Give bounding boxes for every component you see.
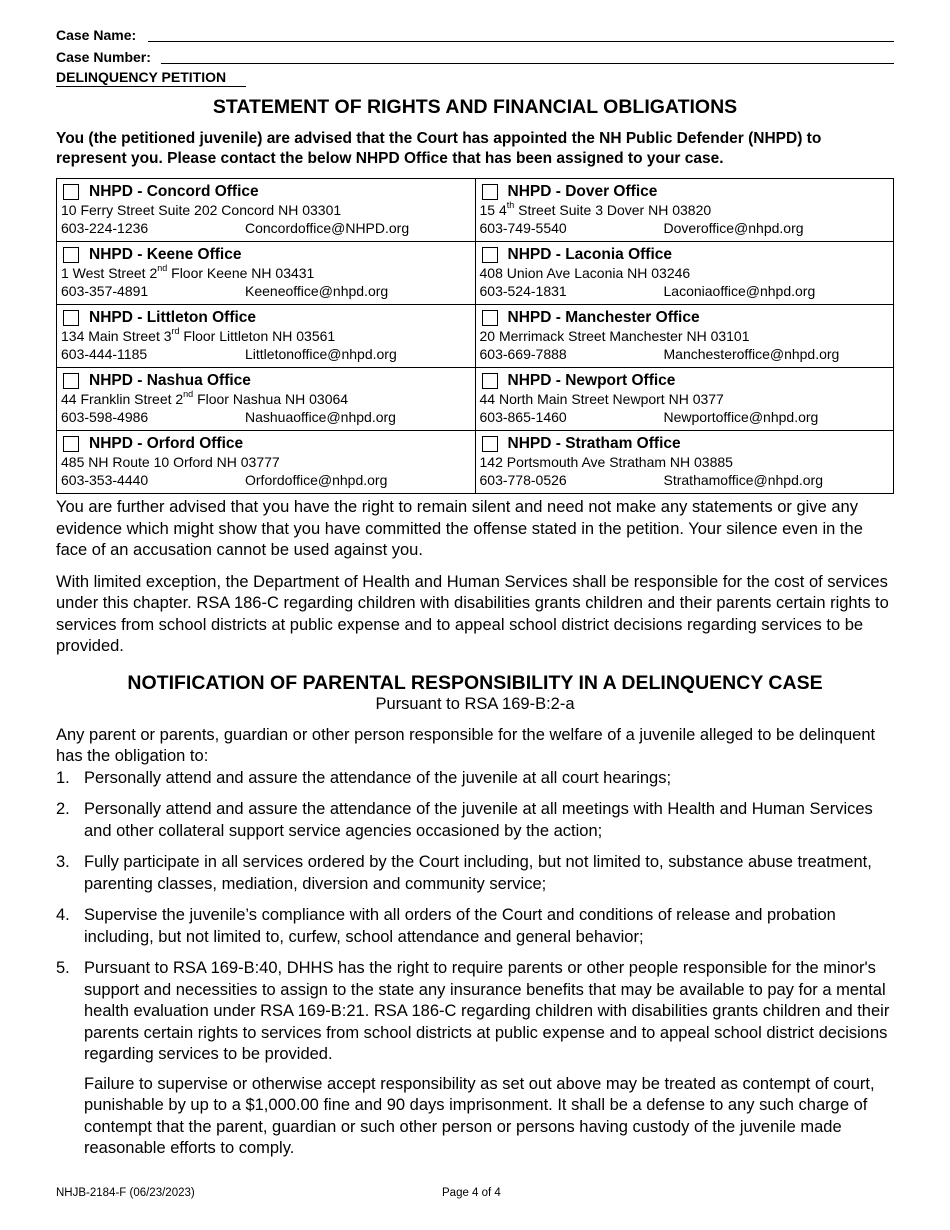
office-contact bbox=[480, 219, 890, 237]
office-name: NHPD - Concord Office bbox=[89, 183, 259, 200]
list-item bbox=[56, 768, 894, 790]
office-address-main: 10 Ferry Street Suite 202 Concord NH 03301 bbox=[61, 202, 342, 218]
office-address bbox=[61, 327, 471, 345]
office-address-main: 485 NH Route 10 Orford NH 03777 bbox=[61, 454, 280, 470]
document-page bbox=[56, 0, 894, 1160]
office-name-row bbox=[61, 371, 471, 390]
office-name-row bbox=[61, 308, 471, 327]
office-cell bbox=[57, 431, 476, 494]
office-contact bbox=[480, 471, 890, 489]
office-cell bbox=[57, 179, 476, 242]
advice-text: You (the petitioned juvenile) are advised that the Court has appointed the NH Public Defender (NHPD) to represent you. Please contact the below NHPD Office that has been assigned to your case. bbox=[56, 130, 822, 167]
office-address bbox=[480, 453, 890, 471]
office-address bbox=[61, 390, 471, 408]
office-name-row bbox=[61, 434, 471, 453]
office-cell bbox=[57, 368, 476, 431]
office-contact bbox=[61, 345, 471, 363]
office-contact bbox=[480, 408, 890, 426]
office-phone[interactable]: 603-444-1185 bbox=[61, 346, 148, 362]
office-cell bbox=[475, 431, 894, 494]
office-name-row bbox=[480, 245, 890, 264]
office-checkbox[interactable] bbox=[63, 310, 79, 326]
office-email[interactable]: Strathamoffice@nhpd.org bbox=[663, 472, 823, 488]
list-item-text: Supervise the juvenile’s compliance with all orders of the Court and conditions of release and probation including, but not limited to, curfew, school attendance and general behavior; bbox=[84, 906, 836, 946]
office-address bbox=[61, 453, 471, 471]
office-checkbox[interactable] bbox=[482, 184, 498, 200]
office-phone[interactable]: 603-865-1460 bbox=[479, 409, 567, 425]
table-row bbox=[57, 431, 894, 494]
case-number-label: Case Number: bbox=[56, 49, 155, 65]
office-address-main: 44 Franklin Street 2 bbox=[61, 391, 184, 407]
office-contact bbox=[61, 282, 471, 300]
office-checkbox[interactable] bbox=[63, 247, 79, 263]
office-cell bbox=[475, 305, 894, 368]
office-contact bbox=[61, 408, 471, 426]
office-cell bbox=[475, 242, 894, 305]
office-email[interactable]: Concordoffice@NHPD.org bbox=[245, 220, 410, 236]
failure-paragraph: Failure to supervise or otherwise accept responsibility as set out above may be treated as contempt of court, punishable by up to a $1,000.00 fine and 90 days imprisonment. It shall be a defense to any such charge of contempt that the parent, guardian or such other person or persons having custody of the juvenile made reasonable efforts to comply. bbox=[84, 1074, 875, 1157]
office-checkbox[interactable] bbox=[63, 373, 79, 389]
office-phone[interactable]: 603-778-0526 bbox=[479, 472, 567, 488]
list-item-number: 4. bbox=[56, 906, 70, 924]
office-address bbox=[61, 201, 471, 219]
office-email[interactable]: Littletonoffice@nhpd.org bbox=[245, 346, 397, 362]
office-phone[interactable]: 603-353-4440 bbox=[61, 472, 149, 488]
list-item-number: 5. bbox=[56, 959, 70, 977]
page-number: Page 4 of 4 bbox=[442, 1187, 501, 1199]
case-number-field[interactable] bbox=[56, 45, 894, 67]
office-address-main: 142 Portsmouth Ave Stratham NH 03885 bbox=[479, 454, 733, 470]
office-address-suffix: nd bbox=[183, 389, 194, 400]
list-item-text: Personally attend and assure the attendance of the juvenile at all meetings with Health and Human Services and other collateral support service agencies occasioned by the action; bbox=[84, 800, 873, 840]
office-email[interactable]: Keeneoffice@nhpd.org bbox=[245, 283, 389, 299]
office-cell bbox=[57, 242, 476, 305]
page-title: STATEMENT OF RIGHTS AND FINANCIAL OBLIGATIONS bbox=[212, 96, 738, 118]
office-name: NHPD - Newport Office bbox=[507, 372, 676, 389]
office-address-main: 44 North Main Street Newport NH 0377 bbox=[479, 391, 724, 407]
office-checkbox[interactable] bbox=[63, 184, 79, 200]
notification-intro: Any parent or parents, guardian or other person responsible for the welfare of a juvenile alleged to be delinquent has the obligation to: bbox=[56, 725, 876, 765]
case-name-field[interactable] bbox=[56, 23, 894, 45]
office-address bbox=[480, 264, 890, 282]
office-checkbox[interactable] bbox=[482, 436, 498, 452]
table-row bbox=[57, 305, 894, 368]
office-address-rest: Floor Keene NH 03431 bbox=[167, 265, 315, 281]
office-phone[interactable]: 603-669-7888 bbox=[479, 346, 567, 362]
table-row bbox=[57, 179, 894, 242]
office-address-main: 1 West Street 2 bbox=[61, 265, 158, 281]
office-cell bbox=[475, 368, 894, 431]
office-name-row bbox=[480, 308, 890, 327]
office-cell bbox=[475, 179, 894, 242]
office-name: NHPD - Nashua Office bbox=[89, 372, 251, 389]
petition-type: DELINQUENCY PETITION bbox=[56, 69, 246, 87]
office-address-main: 15 4 bbox=[479, 202, 507, 218]
office-name-row bbox=[480, 434, 890, 453]
list-item-number: 3. bbox=[56, 853, 70, 871]
list-item bbox=[56, 799, 894, 842]
table-row bbox=[57, 368, 894, 431]
office-contact bbox=[480, 345, 890, 363]
office-name-row bbox=[61, 182, 471, 201]
office-email[interactable]: Nashuaoffice@nhpd.org bbox=[245, 409, 396, 425]
office-address-rest: Floor Nashua NH 03064 bbox=[193, 391, 349, 407]
list-item-number: 2. bbox=[56, 800, 70, 818]
office-checkbox[interactable] bbox=[482, 247, 498, 263]
office-name: NHPD - Stratham Office bbox=[507, 435, 681, 452]
office-email[interactable]: Laconiaoffice@nhpd.org bbox=[663, 283, 816, 299]
notification-subtitle: Pursuant to RSA 169-B:2-a bbox=[375, 694, 575, 713]
obligations-list bbox=[56, 768, 894, 1066]
form-id: NHJB-2184-F (06/23/2023) bbox=[56, 1187, 195, 1199]
office-contact bbox=[61, 471, 471, 489]
list-item bbox=[56, 905, 894, 948]
list-item-number: 1. bbox=[56, 768, 70, 787]
office-email[interactable]: Manchesteroffice@nhpd.org bbox=[663, 346, 840, 362]
office-address-main: 134 Main Street 3 bbox=[61, 328, 172, 344]
office-email[interactable]: Doveroffice@nhpd.org bbox=[663, 220, 804, 236]
office-address-suffix: rd bbox=[171, 326, 180, 337]
office-name: NHPD - Manchester Office bbox=[507, 309, 700, 326]
office-name: NHPD - Keene Office bbox=[89, 246, 242, 263]
notification-title: NOTIFICATION OF PARENTAL RESPONSIBILITY IN A DELINQUENCY CASE bbox=[127, 671, 823, 694]
list-item bbox=[56, 958, 894, 1066]
office-name: NHPD - Laconia Office bbox=[507, 246, 672, 263]
list-item-text: Personally attend and assure the attendance of the juvenile at all court hearings; bbox=[84, 768, 672, 787]
office-name-row bbox=[480, 371, 890, 390]
case-name-label: Case Name: bbox=[56, 27, 140, 43]
offices-table bbox=[56, 178, 894, 494]
office-name-row bbox=[61, 245, 471, 264]
list-item bbox=[56, 852, 894, 895]
office-cell bbox=[57, 305, 476, 368]
office-phone[interactable]: 603-749-5540 bbox=[479, 220, 567, 236]
office-name-row bbox=[480, 182, 890, 201]
office-name: NHPD - Littleton Office bbox=[89, 309, 257, 326]
office-checkbox[interactable] bbox=[482, 310, 498, 326]
office-email[interactable]: Orfordoffice@nhpd.org bbox=[245, 472, 388, 488]
office-address-rest: Street Suite 3 Dover NH 03820 bbox=[514, 202, 712, 218]
office-name: NHPD - Dover Office bbox=[507, 183, 658, 200]
office-phone[interactable]: 603-598-4986 bbox=[61, 409, 149, 425]
office-address-main: 20 Merrimack Street Manchester NH 03101 bbox=[479, 328, 750, 344]
office-address bbox=[480, 390, 890, 408]
office-phone[interactable]: 603-224-1236 bbox=[61, 220, 149, 236]
office-address bbox=[61, 264, 471, 282]
dhhs-paragraph: With limited exception, the Department of Health and Human Services shall be responsible for the cost of services under this chapter. RSA 186-C regarding children with disabilities grants children and their parents certain rights to services from school districts at public expense and to appeal school district decisions regarding services to be provided. bbox=[56, 572, 889, 655]
office-contact bbox=[480, 282, 890, 300]
office-address-main: 408 Union Ave Laconia NH 03246 bbox=[479, 265, 691, 281]
office-address-suffix: th bbox=[506, 200, 515, 211]
office-phone[interactable]: 603-357-4891 bbox=[61, 283, 149, 299]
office-email[interactable]: Newportoffice@nhpd.org bbox=[663, 409, 819, 425]
office-phone[interactable]: 603-524-1831 bbox=[479, 283, 567, 299]
list-item-text: Fully participate in all services ordered by the Court including, but not limited to, substance abuse treatment, parenting classes, mediation, diversion and community service; bbox=[84, 853, 872, 893]
office-address-suffix: nd bbox=[157, 263, 168, 274]
office-checkbox[interactable] bbox=[63, 436, 79, 452]
office-name: NHPD - Orford Office bbox=[89, 435, 244, 452]
office-address-rest: Floor Littleton NH 03561 bbox=[179, 328, 336, 344]
silence-paragraph: You are further advised that you have the right to remain silent and need not make any statements or give any evidence which might show that you have committed the offense stated in the petition. Your silence even in the face of an accusation cannot be used against you. bbox=[56, 498, 863, 559]
case-name-line[interactable] bbox=[148, 41, 894, 42]
office-address bbox=[480, 201, 890, 219]
list-item-text: Pursuant to RSA 169-B:40, DHHS has the right to require parents or other people responsible for the minor's support and necessities to assign to the state any insurance benefits that may be available to pay for a mental health evaluation under RSA 169-B:21. RSA 186-C regarding children with disabilities grants children and their parents certain rights to services from school districts at public expense and to appeal school district decisions regarding services to be provided. bbox=[84, 959, 890, 1063]
case-number-line[interactable] bbox=[161, 63, 894, 64]
office-contact bbox=[61, 219, 471, 237]
office-checkbox[interactable] bbox=[482, 373, 498, 389]
table-row bbox=[57, 242, 894, 305]
office-address bbox=[480, 327, 890, 345]
